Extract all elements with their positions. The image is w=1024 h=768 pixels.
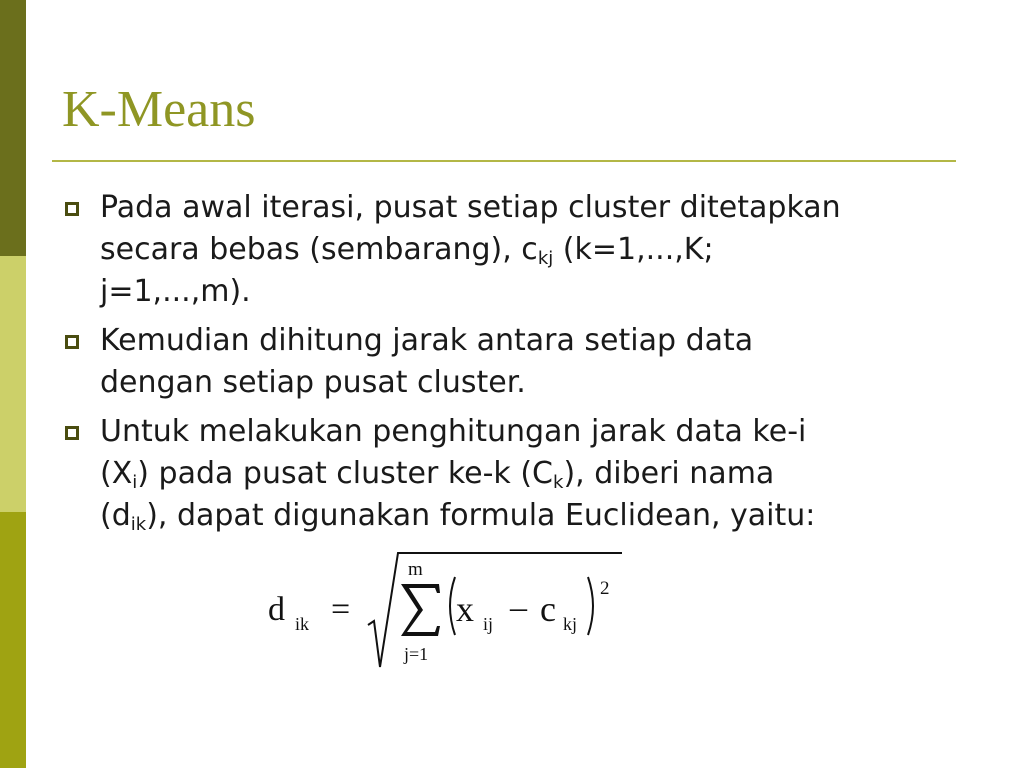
bullet-text: ), diberi nama xyxy=(563,456,775,491)
bullet-text: Kemudian dihitung jarak antara setiap data xyxy=(100,323,754,358)
subscript-text: kj xyxy=(537,248,554,269)
bullet-item xyxy=(62,411,962,537)
bullet-text: secara bebas (sembarang), c xyxy=(100,232,538,267)
bullet-item xyxy=(62,187,962,313)
formula-x: x xyxy=(456,589,474,629)
bullet-text: (d xyxy=(100,498,131,533)
bullet-text: ) pada pusat cluster ke-k (C xyxy=(137,456,553,491)
formula-lhs-d: d xyxy=(268,591,285,628)
side-bar-dark-segment xyxy=(0,0,26,256)
bullet-text: ), dapat digunakan formula Euclidean, yaitu: xyxy=(146,498,816,533)
side-bar-mid-segment xyxy=(0,512,26,768)
hollow-square-bullet-icon xyxy=(65,335,79,349)
hollow-square-bullet-icon xyxy=(65,426,79,440)
formula-c: c xyxy=(540,589,556,629)
title-underline-divider xyxy=(52,160,956,162)
bullet-line xyxy=(100,362,962,404)
close-paren-icon xyxy=(586,575,600,637)
euclidean-distance-formula xyxy=(268,545,628,675)
bullet-text: (k=1,...,K; xyxy=(553,232,714,267)
bullet-line xyxy=(100,271,962,313)
bullet-text: (X xyxy=(100,456,133,491)
open-paren-icon xyxy=(443,575,457,637)
bullet-line xyxy=(100,320,962,362)
sum-lower-limit: j=1 xyxy=(404,644,429,664)
side-bar-light-segment xyxy=(0,256,26,512)
bullet-line xyxy=(100,229,962,271)
subscript-text: i xyxy=(132,472,138,493)
bullet-line xyxy=(100,411,962,453)
formula-minus-sign: – xyxy=(510,589,527,626)
bullet-item xyxy=(62,320,962,404)
bullet-text: j=1,...,m). xyxy=(100,274,251,309)
bullet-line xyxy=(100,453,962,495)
bullet-list xyxy=(62,187,962,544)
formula-exponent: 2 xyxy=(600,578,610,599)
sum-upper-limit: m xyxy=(408,559,423,580)
formula-equals-sign: = xyxy=(331,591,351,628)
bullet-text: dengan setiap pusat cluster. xyxy=(100,365,526,400)
summation-sigma-icon xyxy=(399,582,441,638)
bullet-line xyxy=(100,495,962,537)
subscript-text: ik xyxy=(130,514,147,535)
formula-lhs-subscript: ik xyxy=(295,614,310,634)
formula-c-subscript: kj xyxy=(563,614,578,634)
bullet-text: Pada awal iterasi, pusat setiap cluster ditetapkan xyxy=(100,190,841,225)
slide-title: K-Means xyxy=(62,81,256,138)
formula-x-subscript: ij xyxy=(483,614,494,634)
subscript-text: k xyxy=(553,472,564,493)
bullet-text: Untuk melakukan penghitungan jarak data ke-i xyxy=(100,414,807,449)
bullet-line xyxy=(100,187,962,229)
hollow-square-bullet-icon xyxy=(65,202,79,216)
